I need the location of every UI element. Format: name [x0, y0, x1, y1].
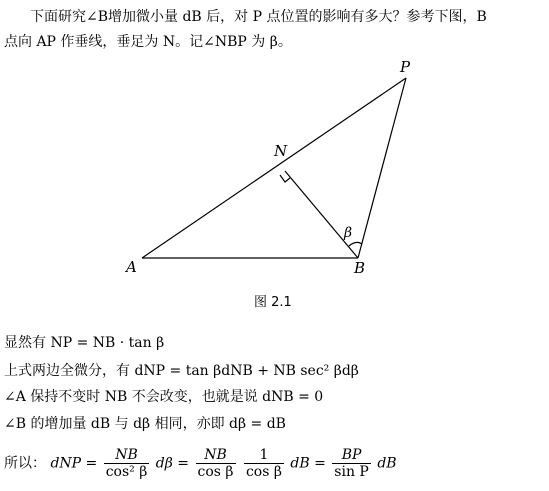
- equation-1: 显然有 NP = NB · tan β: [4, 335, 165, 351]
- figure-caption: 图 2.1: [254, 295, 292, 310]
- fraction-numerator: BP: [332, 447, 371, 464]
- equation-3: ∠A 保持不变时 NB 不会改变，也就是说 dNB = 0: [4, 389, 324, 405]
- equation-2: 上式两边全微分，有 dNP = tan βdNB + NB sec² βdβ: [4, 363, 359, 379]
- fraction-denominator: cos² β: [105, 464, 148, 480]
- eq5-lhs: dNP =: [50, 455, 98, 472]
- fraction-denominator: cos β: [197, 464, 234, 480]
- eq5-mid2: dB =: [290, 455, 326, 472]
- segment-ap: [142, 78, 406, 258]
- eq5-tail: dB: [377, 455, 397, 472]
- eq5-prefix: 所以：: [4, 455, 46, 472]
- fraction-nb-over-cosbeta: [196, 447, 236, 480]
- label-beta: β: [344, 225, 353, 241]
- perpendicular-bn: [285, 171, 358, 258]
- fraction-denominator: sin P: [334, 464, 369, 480]
- fraction-numerator: NB: [196, 447, 236, 464]
- eq5-mid1: dβ =: [155, 455, 190, 472]
- equation-4: ∠B 的增加量 dB 与 dβ 相同，亦即 dβ = dB: [4, 416, 286, 432]
- fraction-numerator: 1: [244, 447, 284, 464]
- segment-bp: [358, 78, 406, 258]
- fraction-1-over-cosbeta: [244, 447, 284, 480]
- fraction-bp-over-sinp: [332, 447, 371, 480]
- beta-angle-arc: [349, 242, 362, 246]
- label-b: B: [354, 259, 366, 277]
- intro-line-1: 下面研究∠B增加微小量 dB 后，对 P 点位置的影响有多大？参考下图，B: [30, 9, 487, 25]
- fraction-nb-over-cos2beta: [104, 447, 150, 480]
- label-p: P: [400, 58, 411, 76]
- label-n: N: [274, 142, 288, 160]
- fraction-numerator: NB: [104, 447, 150, 464]
- intro-line-2: 点向 AP 作垂线，垂足为 N。记∠NBP 为 β。: [4, 34, 292, 50]
- equation-5: [4, 447, 397, 480]
- fraction-denominator: cos β: [245, 464, 282, 480]
- label-a: A: [126, 258, 137, 276]
